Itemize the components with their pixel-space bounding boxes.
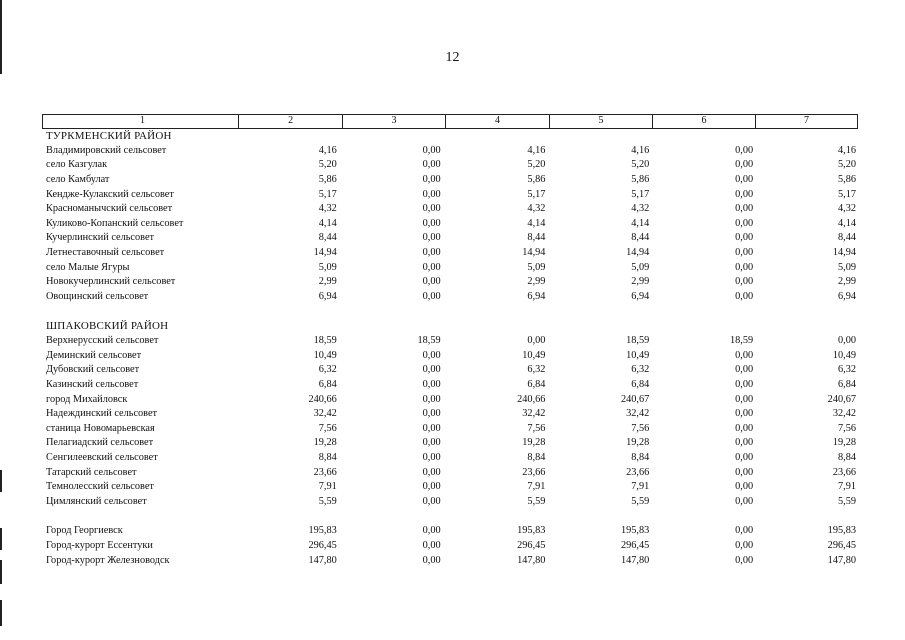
value-cell: 0,00 (422, 466, 441, 478)
value-cell: 14,94 (522, 247, 546, 259)
value-cell: 0,00 (735, 554, 754, 566)
value-cell: 0,00 (422, 378, 441, 390)
value-cell: 0,00 (735, 422, 754, 434)
table-row (42, 173, 858, 188)
value-cell: 296,45 (620, 539, 650, 551)
row-label: Татарский сельсовет (46, 466, 137, 478)
table-row (42, 393, 858, 408)
value-cell: 0,00 (735, 539, 754, 551)
value-cell: 2,99 (837, 276, 856, 288)
value-cell: 0,00 (735, 261, 754, 273)
section-title: ШПАКОВСКИЙ РАЙОН (46, 320, 169, 333)
value-cell: 7,91 (837, 481, 856, 493)
value-cell: 0,00 (735, 466, 754, 478)
value-cell: 5,17 (837, 188, 856, 200)
spacer-cell (42, 305, 239, 320)
value-cell: 0,00 (422, 481, 441, 493)
value-cell: 8,44 (527, 232, 546, 244)
value-cell: 5,59 (318, 496, 337, 508)
row-label: Новокучерлинский сельсовет (46, 276, 176, 288)
row-label: Дубовский сельсовет (46, 364, 140, 376)
value-cell: 0,00 (422, 408, 441, 420)
value-cell: 6,32 (527, 364, 546, 376)
table-row (42, 436, 858, 451)
section-row (42, 319, 858, 334)
value-cell: 6,84 (631, 378, 650, 390)
value-cell: 14,94 (832, 247, 856, 259)
row-label: Город-курорт Ессентуки (46, 539, 153, 551)
value-cell: 147,80 (827, 554, 856, 566)
value-cell: 0,00 (422, 261, 441, 273)
header-cell: 1 (140, 115, 146, 126)
value-cell: 0,00 (837, 334, 856, 346)
value-cell: 0,00 (422, 291, 441, 303)
value-cell: 0,00 (735, 144, 754, 156)
value-cell: 5,20 (837, 159, 856, 171)
value-cell: 0,00 (735, 364, 754, 376)
row-label: Владимировский сельсовет (46, 144, 167, 156)
value-cell: 19,28 (626, 437, 650, 449)
value-cell: 5,20 (318, 159, 337, 171)
value-cell: 4,14 (527, 217, 546, 229)
value-cell: 18,59 (729, 334, 754, 346)
value-cell: 6,84 (837, 378, 856, 390)
row-label: Летнеставочный сельсовет (46, 247, 165, 259)
value-cell: 0,00 (735, 349, 754, 361)
value-cell: 8,84 (527, 452, 546, 464)
row-label: Казинский сельсовет (46, 378, 139, 390)
value-cell: 5,09 (527, 261, 546, 273)
value-cell: 0,00 (422, 159, 441, 171)
row-label: Город-курорт Железноводск (46, 554, 170, 566)
value-cell: 4,14 (837, 217, 856, 229)
scan-edge-mark (0, 600, 2, 626)
value-cell: 5,86 (837, 173, 856, 185)
value-cell: 32,42 (313, 408, 337, 420)
value-cell: 4,16 (318, 144, 337, 156)
row-label: Пелагиадский сельсовет (46, 437, 154, 449)
value-cell: 14,94 (313, 247, 337, 259)
value-cell: 8,84 (318, 452, 337, 464)
value-cell: 4,16 (837, 144, 856, 156)
value-cell: 18,59 (313, 334, 337, 346)
row-label: Цимлянский сельсовет (46, 496, 147, 508)
value-cell: 10,49 (313, 349, 337, 361)
value-cell: 6,94 (318, 291, 337, 303)
value-cell: 240,66 (308, 393, 337, 405)
table-row (42, 480, 858, 495)
page-number: 12 (445, 50, 460, 65)
table-row (42, 290, 858, 305)
table-header-row (42, 114, 858, 129)
value-cell: 6,94 (837, 291, 856, 303)
section-row (42, 129, 858, 144)
value-cell: 0,00 (735, 452, 754, 464)
value-cell: 4,32 (318, 203, 337, 215)
table-row (42, 363, 858, 378)
value-cell: 0,00 (735, 159, 754, 171)
value-cell: 7,91 (318, 481, 337, 493)
table-row (42, 554, 858, 569)
value-cell: 7,56 (631, 422, 650, 434)
value-cell: 0,00 (735, 217, 754, 229)
value-cell: 7,56 (318, 422, 337, 434)
row-label: село Казгулак (46, 159, 108, 171)
value-cell: 0,00 (422, 203, 441, 215)
value-cell: 2,99 (318, 276, 337, 288)
value-cell: 2,99 (527, 276, 546, 288)
value-cell: 0,00 (422, 173, 441, 185)
table-row (42, 188, 858, 203)
table-row (42, 378, 858, 393)
row-label: Куликово-Копанский сельсовет (46, 217, 184, 229)
row-label: Город Георгиевск (46, 525, 123, 537)
value-cell: 0,00 (422, 422, 441, 434)
header-cell: 2 (238, 115, 342, 128)
value-cell: 195,83 (827, 525, 856, 537)
value-cell: 296,45 (308, 539, 337, 551)
value-cell: 0,00 (422, 437, 441, 449)
table-row (42, 144, 858, 159)
value-cell: 0,00 (422, 554, 441, 566)
value-cell: 195,83 (517, 525, 546, 537)
row-label: село Малые Ягуры (46, 261, 130, 273)
value-cell: 0,00 (422, 247, 441, 259)
value-cell: 23,66 (522, 466, 546, 478)
value-cell: 6,84 (527, 378, 546, 390)
value-cell: 8,44 (837, 232, 856, 244)
value-cell: 5,17 (527, 188, 546, 200)
table-row (42, 495, 858, 510)
value-cell: 5,59 (837, 496, 856, 508)
value-cell: 5,09 (318, 261, 337, 273)
value-cell: 4,16 (527, 144, 546, 156)
value-cell: 0,00 (422, 217, 441, 229)
value-cell: 240,67 (620, 393, 650, 405)
value-cell: 0,00 (735, 291, 754, 303)
table-row (42, 202, 858, 217)
table-row (42, 231, 858, 246)
value-cell: 5,09 (631, 261, 650, 273)
header-cell: 5 (549, 115, 652, 128)
spacer-cell (42, 510, 239, 525)
value-cell: 0,00 (422, 364, 441, 376)
value-cell: 0,00 (422, 539, 441, 551)
value-cell: 4,32 (631, 203, 650, 215)
row-label: Красноманычский сельсовет (46, 203, 173, 215)
value-cell: 5,86 (318, 173, 337, 185)
value-cell: 6,94 (631, 291, 650, 303)
value-cell: 0,00 (735, 437, 754, 449)
value-cell: 5,59 (527, 496, 546, 508)
value-cell: 0,00 (527, 334, 546, 346)
table-row (42, 261, 858, 276)
value-cell: 5,20 (631, 159, 650, 171)
header-cell: 4 (445, 115, 549, 128)
value-cell: 0,00 (735, 247, 754, 259)
header-cell: 6 (652, 115, 755, 128)
value-cell: 0,00 (422, 496, 441, 508)
data-table (42, 114, 858, 568)
value-cell: 23,66 (313, 466, 337, 478)
value-cell: 2,99 (631, 276, 650, 288)
value-cell: 7,56 (837, 422, 856, 434)
value-cell: 10,49 (626, 349, 650, 361)
value-cell: 296,45 (517, 539, 546, 551)
row-label: Верхнерусский сельсовет (46, 334, 159, 346)
table-row (42, 451, 858, 466)
value-cell: 18,59 (626, 334, 650, 346)
value-cell: 6,32 (318, 364, 337, 376)
value-cell: 8,44 (631, 232, 650, 244)
table-row (42, 334, 858, 349)
value-cell: 0,00 (422, 232, 441, 244)
row-label: Темнолесский сельсовет (46, 481, 154, 493)
value-cell: 0,00 (422, 276, 441, 288)
value-cell: 10,49 (522, 349, 546, 361)
value-cell: 0,00 (422, 188, 441, 200)
value-cell: 19,28 (832, 437, 856, 449)
row-label: город Михайловск (46, 393, 128, 405)
value-cell: 8,84 (837, 452, 856, 464)
value-cell: 0,00 (422, 525, 441, 537)
value-cell: 0,00 (735, 408, 754, 420)
value-cell: 32,42 (626, 408, 650, 420)
value-cell: 0,00 (422, 349, 441, 361)
table-row (42, 524, 858, 539)
value-cell: 4,14 (631, 217, 650, 229)
value-cell: 8,44 (318, 232, 337, 244)
value-cell: 14,94 (626, 247, 650, 259)
value-cell: 195,83 (308, 525, 337, 537)
value-cell: 147,80 (517, 554, 546, 566)
value-cell: 7,91 (527, 481, 546, 493)
header-cell: 7 (755, 115, 857, 128)
value-cell: 0,00 (735, 232, 754, 244)
table-row (42, 246, 858, 261)
value-cell: 0,00 (735, 378, 754, 390)
table-row (42, 275, 858, 290)
value-cell: 23,66 (832, 466, 856, 478)
table-row (42, 466, 858, 481)
value-cell: 4,16 (631, 144, 650, 156)
value-cell: 0,00 (735, 173, 754, 185)
row-label: Кучерлинский сельсовет (46, 232, 155, 244)
value-cell: 6,32 (837, 364, 856, 376)
value-cell: 240,67 (827, 393, 856, 405)
value-cell: 10,49 (832, 349, 856, 361)
scan-edge-mark (0, 470, 2, 492)
value-cell: 32,42 (832, 408, 856, 420)
row-label: Овощинский сельсовет (46, 291, 149, 303)
value-cell: 0,00 (735, 496, 754, 508)
scan-edge-mark (0, 560, 2, 584)
value-cell: 240,66 (517, 393, 546, 405)
row-label: Кендже-Кулакский сельсовет (46, 188, 174, 200)
table-row (42, 349, 858, 364)
value-cell: 19,28 (313, 437, 337, 449)
value-cell: 4,32 (837, 203, 856, 215)
value-cell: 0,00 (735, 276, 754, 288)
row-label: Сенгилеевский сельсовет (46, 452, 158, 464)
scan-edge-mark (0, 528, 2, 550)
header-cell: 3 (342, 115, 445, 128)
value-cell: 0,00 (422, 144, 441, 156)
table-body (42, 129, 858, 568)
value-cell: 5,17 (631, 188, 650, 200)
value-cell: 296,45 (827, 539, 856, 551)
value-cell: 195,83 (620, 525, 650, 537)
table-row (42, 539, 858, 554)
spacer-row (42, 305, 858, 320)
value-cell: 4,14 (318, 217, 337, 229)
row-label: станица Новомарьевская (46, 422, 155, 434)
row-label: село Камбулат (46, 173, 110, 185)
table-row (42, 217, 858, 232)
value-cell: 0,00 (735, 188, 754, 200)
value-cell: 18,59 (417, 334, 441, 346)
section-title: ТУРКМЕНСКИЙ РАЙОН (46, 130, 172, 142)
value-cell: 6,94 (527, 291, 546, 303)
value-cell: 7,91 (631, 481, 650, 493)
value-cell: 147,80 (620, 554, 650, 566)
row-label: Деминский сельсовет (46, 349, 142, 361)
value-cell: 5,86 (527, 173, 546, 185)
value-cell: 5,59 (631, 496, 650, 508)
table-row (42, 422, 858, 437)
value-cell: 7,56 (527, 422, 546, 434)
value-cell: 6,84 (318, 378, 337, 390)
table-row (42, 158, 858, 173)
value-cell: 5,20 (527, 159, 546, 171)
value-cell: 23,66 (626, 466, 650, 478)
value-cell: 5,17 (318, 188, 337, 200)
value-cell: 0,00 (422, 452, 441, 464)
value-cell: 8,84 (631, 452, 650, 464)
value-cell: 19,28 (522, 437, 546, 449)
value-cell: 0,00 (735, 525, 754, 537)
spacer-row (42, 510, 858, 525)
value-cell: 0,00 (735, 481, 754, 493)
table-row (42, 407, 858, 422)
value-cell: 0,00 (422, 393, 441, 405)
value-cell: 5,09 (837, 261, 856, 273)
value-cell: 147,80 (308, 554, 337, 566)
value-cell: 4,32 (527, 203, 546, 215)
value-cell: 0,00 (735, 393, 754, 405)
value-cell: 0,00 (735, 203, 754, 215)
value-cell: 32,42 (522, 408, 546, 420)
row-label: Надеждинский сельсовет (46, 408, 158, 420)
value-cell: 5,86 (631, 173, 650, 185)
value-cell: 6,32 (631, 364, 650, 376)
